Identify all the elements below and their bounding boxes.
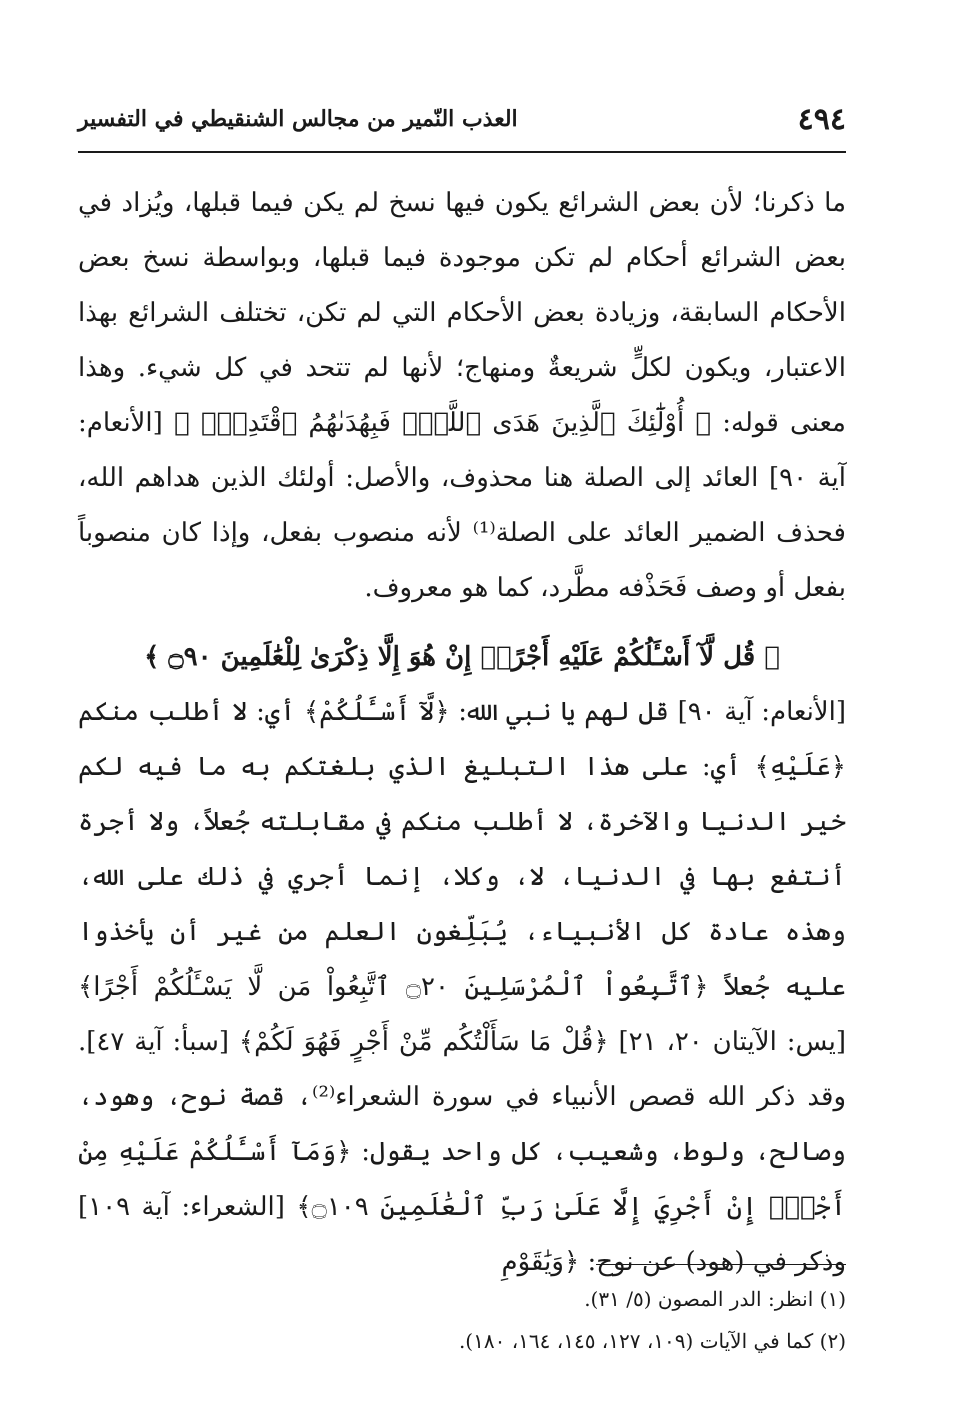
body-text <box>78 176 846 1290</box>
page-header <box>78 100 846 146</box>
paragraph-2: [الأنعام: آية ٩٠] قل لهم يا نبي الله: ﴿لَّآ أَسْـَٔلُكُمْ﴾ أي: لا أطلب منكم ﴿عَلَيْهِ﴾ أي: على هذا التبليغ الذي بلغتكم به ما فيه لكم خير الدنيا والآخرة، لا أطلب منكم في مقابلته جُعلاً، ولا أجرة أنتفع بها في الدنيا، لا، وكلا، إنما أجري في ذلك على الله، وهذه عادة كل الأنبياء، يُبَلِّغون العلم من غير أن يأخذوا عليه جُعلاً ﴿ٱتَّبِعُواْ ٱلْمُرْسَلِينَ ۝٢٠ ٱتَّبِعُواْ مَن لَّا يَسْـَٔلُكُمْ أَجْرًا﴾ [يس: الآيتان ٢٠، ٢١] ﴿قُلْ مَا سَأَلْتُكُم مِّنْ أَجْرٍ فَهُوَ لَكُمْ﴾ [سبأ: آية ٤٧]. وقد ذكر الله قصص الأنبياء في سورة الشعراء⁽²⁾، قصة نوح، وهود، وصالح، ولوط، وشعيب، كل واحد يقول: ﴿وَمَآ أَسْـَٔلُكُمْ عَلَيْهِ مِنْ أَجْرٍۖ إِنْ أَجْرِيَ إِلَّا عَلَىٰ رَبِّ ٱلْعَٰلَمِينَ ۝١٠٩﴾ [الشعراء: آية ١٠٩] وذكر في (هود) عن نوح: ﴿وَيَٰقَوْمِ <box>78 697 846 1277</box>
paragraph-spacer <box>78 616 846 630</box>
paragraph-1: ما ذكرنا؛ لأن بعض الشرائع يكون فيها نسخ لم يكن فيما قبلها، ويُزاد في بعض الشرائع أحكام لم تكن موجودة فيما قبلها، وبواسطة نسخ بعض الأحكام السابقة، وزيادة بعض الأحكام التي لم تكن، تختلف الشرائع بهذا الاعتبار، ويكون لكلٍّ شريعةٌ ومنهاج؛ لأنها لم تتحد في كل شيء. وهذا معنى قوله: ﴿ أُوْلَٰٓئِكَ ٱلَّذِينَ هَدَى ٱللَّهُۖ فَبِهُدَىٰهُمُ ٱقْتَدِهْۗ ﴾ [الأنعام: آية ٩٠] العائد إلى الصلة هنا محذوف، والأصل: أولئك الذين هداهم الله، فحذف الضمير العائد على الصلة⁽¹⁾ لأنه منصوب بفعل، وإذا كان منصوباً بفعل أو وصف فَحَذْفه مطَّرد، كما هو معروف. <box>78 188 847 603</box>
page-number: ٤٩٤ <box>797 102 846 137</box>
running-title: العذب النّمير من مجالس الشنقيطي في التفسير <box>78 106 518 132</box>
footnote-rule <box>596 1264 846 1265</box>
footnote-1: (١) انظر: الدر المصون (٥/ ٣١). <box>584 1287 846 1311</box>
verse-heading: ﴿ قُل لَّآ أَسْـَٔلُكُمْ عَلَيْهِ أَجْرًاۖ إِنْ هُوَ إِلَّا ذِكْرَىٰ لِلْعَٰلَمِينَ ۝٩٠ ﴾ <box>144 642 780 672</box>
footnotes <box>78 1278 846 1362</box>
footnote-2: (٢) كما في الآيات (١٠٩، ١٢٧، ١٤٥، ١٦٤، ١٨٠). <box>458 1329 846 1353</box>
header-rule <box>78 151 846 153</box>
